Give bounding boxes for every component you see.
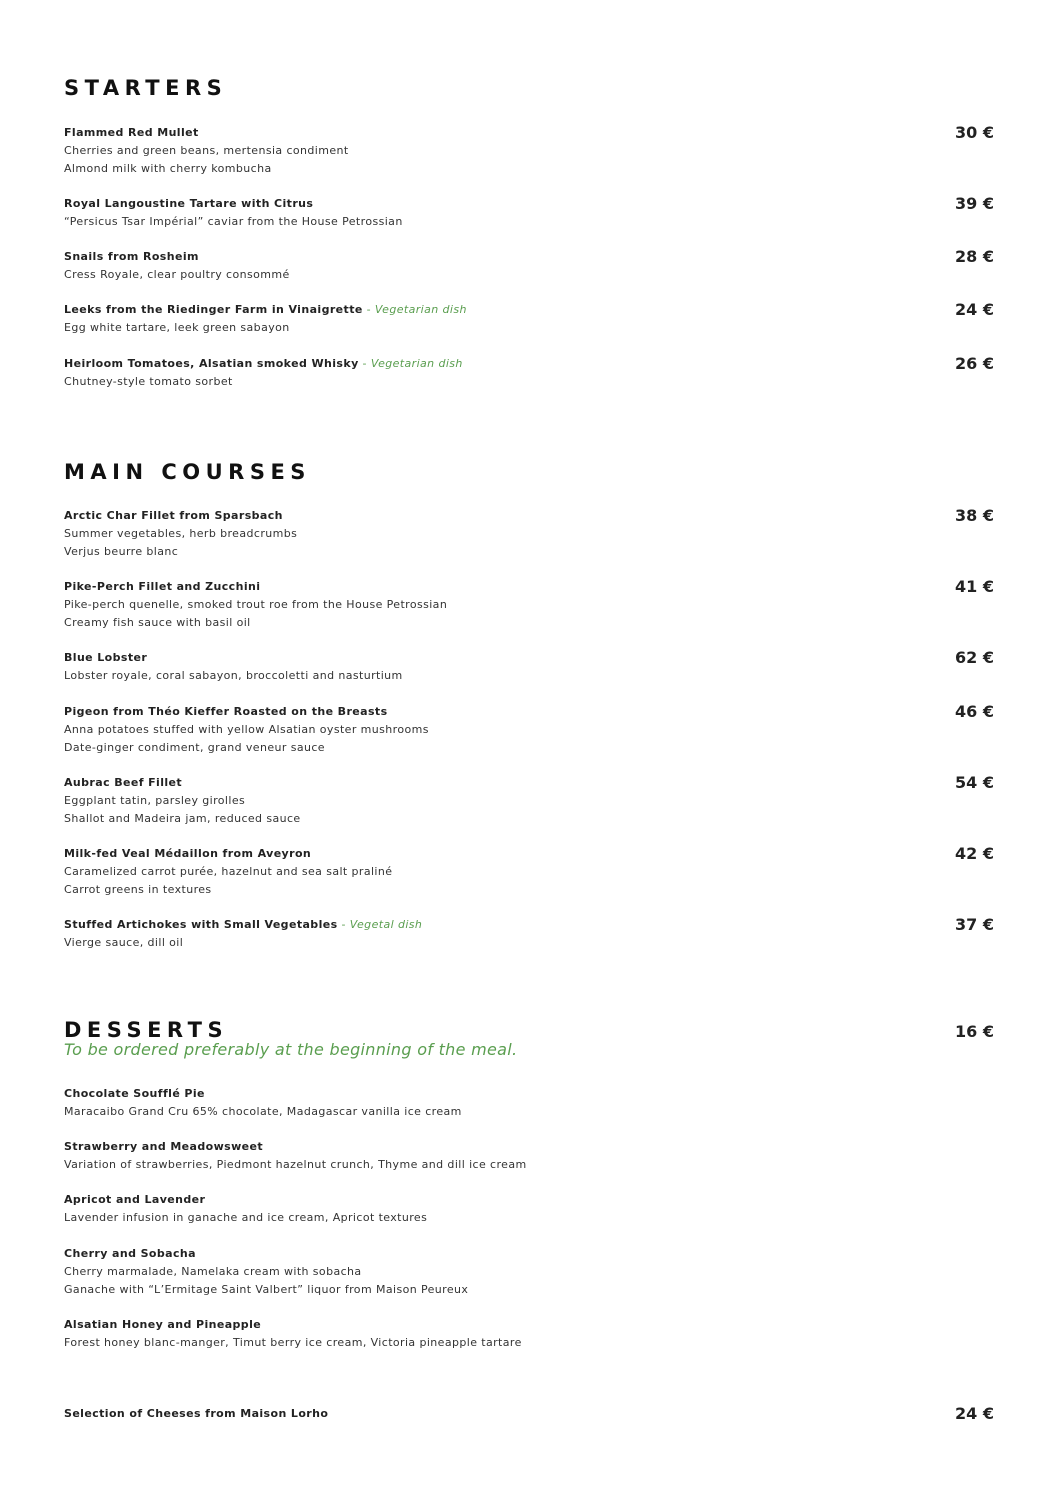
dish-tag: Vegetarian dish: [370, 357, 463, 370]
section-title-starters: STARTERS: [64, 76, 228, 100]
menu-item-cheese: [64, 1405, 994, 1423]
dish-name: Strawberry and Meadowsweet: [64, 1140, 264, 1153]
desserts-price: 16 €: [955, 1022, 994, 1041]
dish-price: 37 €: [955, 915, 994, 934]
dish-tag-separator: -: [362, 303, 375, 316]
dish-price: 39 €: [955, 194, 994, 213]
dish-name: Leeks from the Riedinger Farm in Vinaigrette: [64, 303, 363, 316]
dish-name: Pigeon from Théo Kieffer Roasted on the Breasts: [64, 705, 388, 718]
dish-name: Royal Langoustine Tartare with Citrus: [64, 197, 314, 210]
dish-description: Caramelized carrot purée, hazelnut and sea salt praliné: [64, 865, 393, 878]
dish-tag: Vegetal dish: [349, 918, 423, 931]
dish-description: Almond milk with cherry kombucha: [64, 162, 272, 175]
menu-item: [64, 124, 994, 178]
dish-price: 30 €: [955, 123, 994, 142]
menu-item: [64, 845, 994, 899]
dish-name: Heirloom Tomatoes, Alsatian smoked Whisky: [64, 357, 359, 370]
dish-description: Date-ginger condiment, grand veneur sauce: [64, 741, 325, 754]
menu-item: [64, 248, 994, 284]
dish-tag-separator: -: [337, 918, 350, 931]
dish-price: 26 €: [955, 354, 994, 373]
dish-name: Alsatian Honey and Pineapple: [64, 1318, 262, 1331]
dish-description: Shallot and Madeira jam, reduced sauce: [64, 812, 301, 825]
dish-price: 46 €: [955, 702, 994, 721]
dish-name: Aubrac Beef Fillet: [64, 776, 183, 789]
dish-description: Variation of strawberries, Piedmont hazelnut crunch, Thyme and dill ice cream: [64, 1158, 527, 1171]
dish-name: Pike-Perch Fillet and Zucchini: [64, 580, 261, 593]
dish-name: Apricot and Lavender: [64, 1193, 206, 1206]
dish-name: Arctic Char Fillet from Sparsbach: [64, 509, 283, 522]
dish-description: Maracaibo Grand Cru 65% chocolate, Madagascar vanilla ice cream: [64, 1105, 462, 1118]
dish-description: Pike-perch quenelle, smoked trout roe from the House Petrossian: [64, 598, 448, 611]
menu-item: [64, 1245, 994, 1299]
dish-price: 24 €: [955, 1404, 994, 1423]
menu-item: [64, 916, 994, 952]
dish-name-line: [64, 916, 994, 934]
dish-description: “Persicus Tsar Impérial” caviar from the House Petrossian: [64, 215, 403, 228]
dish-name: Blue Lobster: [64, 651, 148, 664]
dish-description: Forest honey blanc-manger, Timut berry ice cream, Victoria pineapple tartare: [64, 1336, 522, 1349]
dish-name: Milk-fed Veal Médaillon from Aveyron: [64, 847, 312, 860]
dish-price: 54 €: [955, 773, 994, 792]
dish-description: Creamy fish sauce with basil oil: [64, 616, 251, 629]
dish-description: Summer vegetables, herb breadcrumbs: [64, 527, 298, 540]
dish-description: Verjus beurre blanc: [64, 545, 179, 558]
dish-name: Chocolate Soufflé Pie: [64, 1087, 205, 1100]
menu-item: [64, 301, 994, 337]
dish-price: 28 €: [955, 247, 994, 266]
dish-description: Lobster royale, coral sabayon, broccoletti and nasturtium: [64, 669, 403, 682]
menu-item: [64, 1191, 994, 1227]
dish-name: Selection of Cheeses from Maison Lorho: [64, 1407, 329, 1420]
dish-price: 42 €: [955, 844, 994, 863]
dish-name: Snails from Rosheim: [64, 250, 199, 263]
dish-description: Vierge sauce, dill oil: [64, 936, 184, 949]
dish-description: Anna potatoes stuffed with yellow Alsatian oyster mushrooms: [64, 723, 429, 736]
desserts-note: To be ordered preferably at the beginning of the meal.: [64, 1040, 518, 1059]
menu-item: [64, 355, 994, 391]
section-title-desserts: DESSERTS: [64, 1018, 229, 1042]
dish-tag-separator: -: [358, 357, 371, 370]
dish-description: Cherry marmalade, Namelaka cream with sobacha: [64, 1265, 362, 1278]
dish-description: Cherries and green beans, mertensia condiment: [64, 144, 349, 157]
dish-price: 24 €: [955, 300, 994, 319]
dish-description: Carrot greens in textures: [64, 883, 212, 896]
menu-item: [64, 1316, 994, 1352]
dish-description: Lavender infusion in ganache and ice cream, Apricot textures: [64, 1211, 428, 1224]
menu-item: [64, 1085, 994, 1121]
dish-description: Eggplant tatin, parsley girolles: [64, 794, 246, 807]
menu-item: [64, 703, 994, 757]
dish-price: 62 €: [955, 648, 994, 667]
dish-name: Flammed Red Mullet: [64, 126, 199, 139]
dish-name: Stuffed Artichokes with Small Vegetables: [64, 918, 338, 931]
section-title-main-courses: MAIN COURSES: [64, 460, 311, 484]
dish-description: Chutney-style tomato sorbet: [64, 375, 233, 388]
dish-description: Egg white tartare, leek green sabayon: [64, 321, 290, 334]
dish-tag: Vegetarian dish: [374, 303, 467, 316]
dish-name-line: [64, 355, 994, 373]
menu-item: [64, 507, 994, 561]
dish-price: 38 €: [955, 506, 994, 525]
menu-item: [64, 578, 994, 632]
menu-item: [64, 774, 994, 828]
menu-item: [64, 195, 994, 231]
menu-item: [64, 649, 994, 685]
menu-item: [64, 1138, 994, 1174]
dish-name-line: [64, 301, 994, 319]
dish-name: Cherry and Sobacha: [64, 1247, 196, 1260]
dish-price: 41 €: [955, 577, 994, 596]
dish-description: Cress Royale, clear poultry consommé: [64, 268, 290, 281]
dish-description: Ganache with “L’Ermitage Saint Valbert” liquor from Maison Peureux: [64, 1283, 469, 1296]
